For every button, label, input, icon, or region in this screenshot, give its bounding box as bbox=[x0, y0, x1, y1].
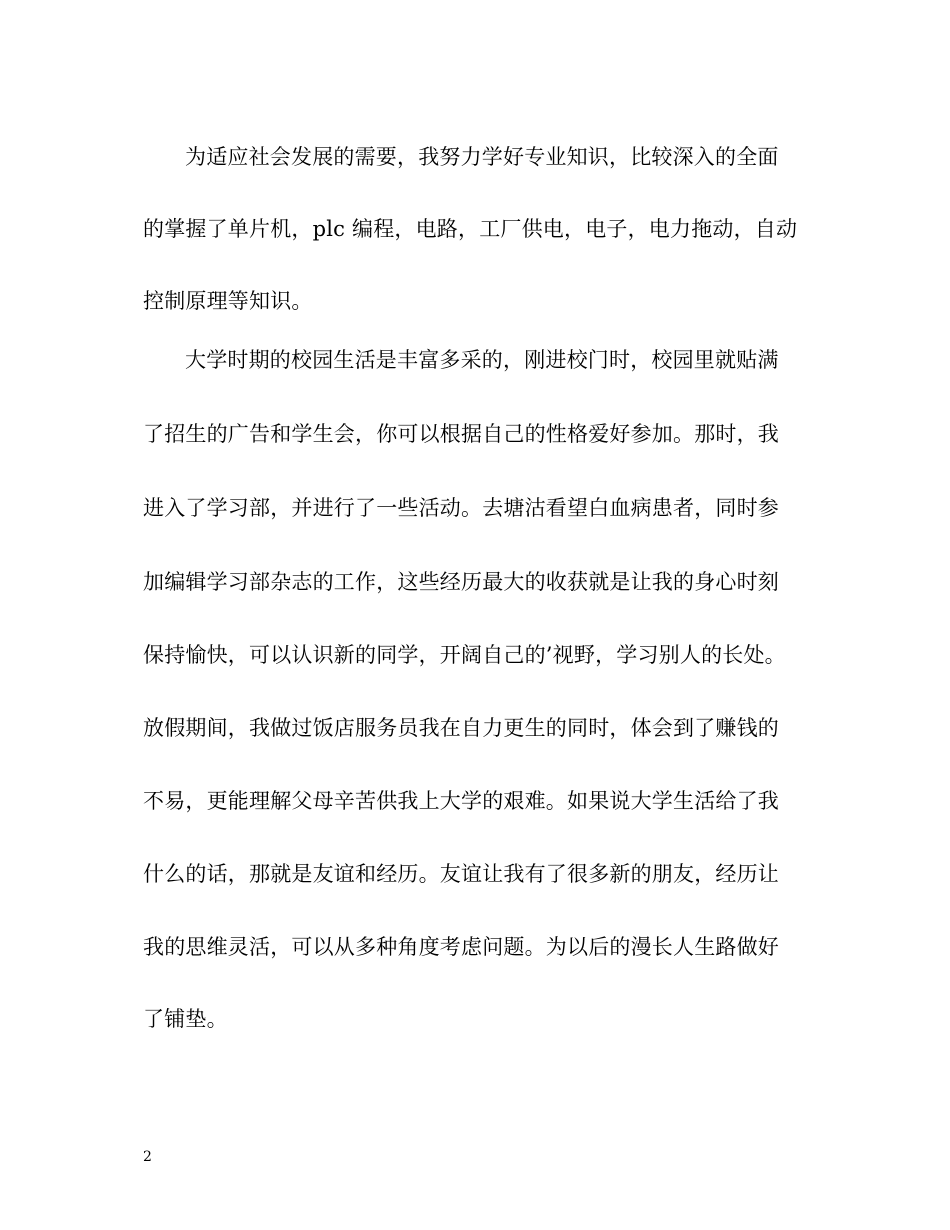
paragraph-2-line-10: 了铺垫。 bbox=[143, 1007, 228, 1031]
paragraph-1-line-3: 控制原理等知识。 bbox=[143, 289, 313, 313]
paragraph-2-line-3: 进入了学习部，并进行了一些活动。去塘沽看望白血病患者，同时参 bbox=[143, 496, 779, 520]
page-number: 2 bbox=[143, 1149, 152, 1165]
paragraph-1-line-1: 为适应社会发展的需要，我努力学好专业知识，比较深入的全面 bbox=[185, 145, 779, 169]
paragraph-2-line-4: 加编辑学习部杂志的工作，这些经历最大的收获就是让我的身心时刻 bbox=[143, 570, 779, 594]
paragraph-2-line-1: 大学时期的校园生活是丰富多采的，刚进校门时，校园里就贴满 bbox=[185, 348, 779, 372]
paragraph-2-line-5: 保持愉快，可以认识新的同学，开阔自己的’视野，学习别人的长处。 bbox=[143, 643, 786, 667]
paragraph-2-line-7: 不易，更能理解父母辛苦供我上大学的艰难。如果说大学生活给了我 bbox=[143, 789, 779, 813]
paragraph-2-line-8: 什么的话，那就是友谊和经历。友谊让我有了很多新的朋友，经历让 bbox=[143, 862, 779, 886]
paragraph-2-line-9: 我的思维灵活，可以从多种角度考虑问题。为以后的漫长人生路做好 bbox=[143, 935, 779, 959]
paragraph-1-line-2: 的掌握了单片机，plc 编程，电路，工厂供电，电子，电力拖动，自动 bbox=[143, 217, 798, 241]
paragraph-2-line-6: 放假期间，我做过饭店服务员我在自力更生的同时，体会到了赚钱的 bbox=[143, 716, 779, 740]
paragraph-2-line-2: 了招生的广告和学生会，你可以根据自己的性格爱好参加。那时，我 bbox=[143, 422, 779, 446]
